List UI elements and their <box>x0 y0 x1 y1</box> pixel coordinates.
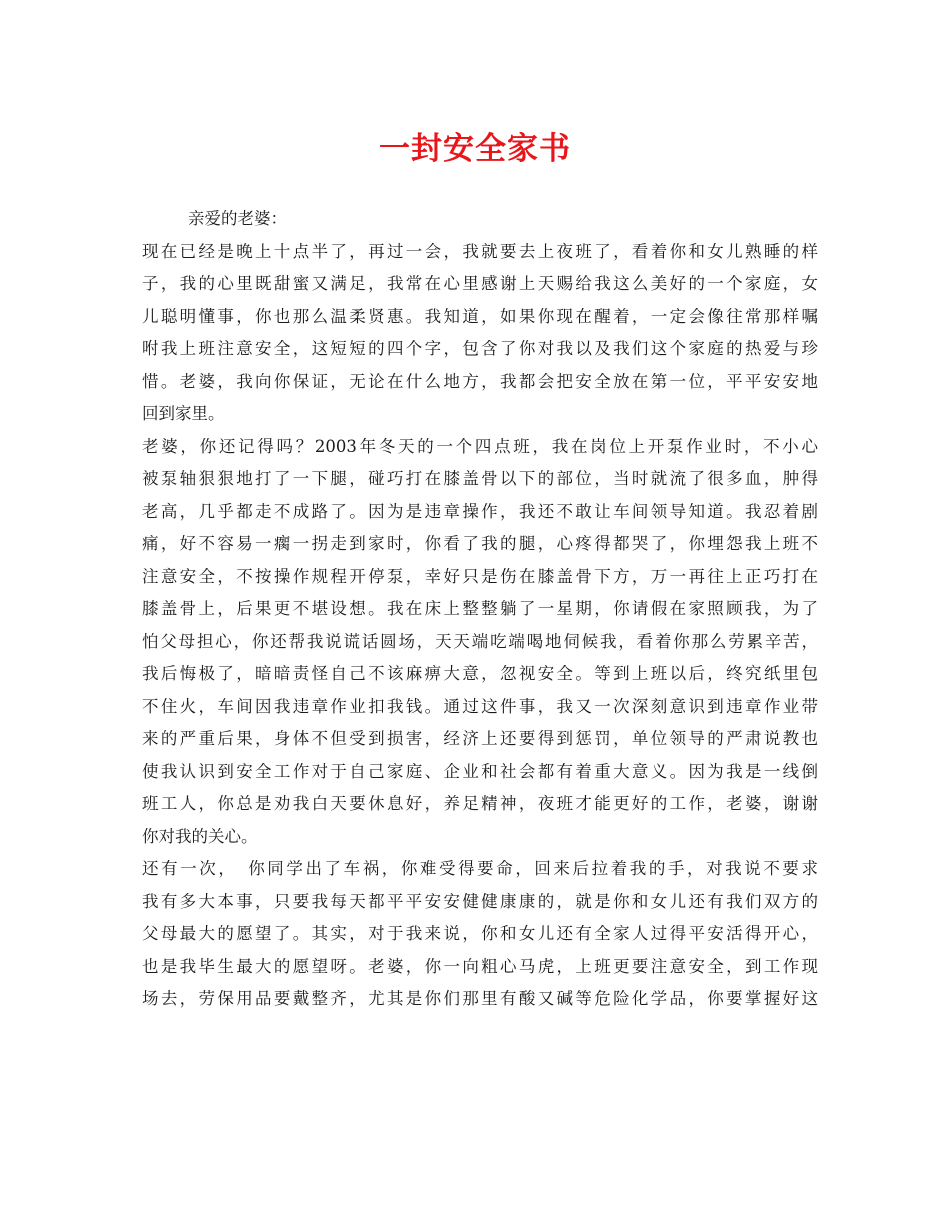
paragraph-2-line: 怕父母担心，你还帮我说谎话圆场，天天端吃端喝地伺候我，看着你那么劳累辛苦， <box>142 631 818 651</box>
paragraph-2-line: 痛，好不容易一瘸一拐走到家时，你看了我的腿，心疼得都哭了，你埋怨我上班不 <box>142 534 818 553</box>
paragraph-2-line: 我后悔极了，暗暗责怪自己不该麻痹大意，忽视安全。等到上班以后，终究纸里包 <box>142 664 818 683</box>
paragraph-1-line: 儿聪明懂事，你也那么温柔贤惠。我知道，如果你现在醒着，一定会像往常那样嘱 <box>142 306 818 326</box>
paragraph-3-line: 我有多大本事，只要我每天都平平安安健健康康的，就是你和女儿还有我们双方的 <box>142 891 818 911</box>
paragraph-2-line: 老高，几乎都走不成路了。因为是违章操作，我还不敢让车间领导知道。我忍着剧 <box>142 501 818 521</box>
paragraph-2-line: 来的严重后果，身体不但受到损害，经济上还要得到惩罚，单位领导的严肃说教也 <box>142 729 818 748</box>
paragraph-1-line: 子，我的心里既甜蜜又满足，我常在心里感谢上天赐给我这么美好的一个家庭，女 <box>142 274 818 293</box>
paragraph-2-line: 老婆，你还记得吗？2003年冬天的一个四点班，我在岗位上开泵作业时，不小心 <box>142 436 818 456</box>
document-title: 一封安全家书 <box>379 131 571 167</box>
paragraph-3-line: 父母最大的愿望了。其实，对于我来说，你和女儿还有全家人过得平安活得开心， <box>142 924 818 943</box>
paragraph-2-line: 不住火，车间因我违章作业扣我钱。通过这件事，我又一次深刻意识到违章作业带 <box>142 696 818 716</box>
paragraph-1-line: 现在已经是晚上十点半了，再过一会，我就要去上夜班了，看着你和女儿熟睡的样 <box>142 241 818 261</box>
paragraph-2-line: 你对我的关心。 <box>142 826 258 846</box>
paragraph-1-line: 回到家里。 <box>142 404 225 423</box>
paragraph-3-line: 也是我毕生最大的愿望呀。老婆，你一向粗心马虎，上班更要注意安全，到工作现 <box>142 956 818 976</box>
paragraph-2-line: 膝盖骨上，后果更不堪设想。我在床上整整躺了一星期，你请假在家照顾我，为了 <box>142 599 818 618</box>
letter-body <box>142 203 818 1016</box>
paragraph-2-line: 使我认识到安全工作对于自己家庭、企业和社会都有着重大意义。因为我是一线倒 <box>142 761 818 781</box>
paragraph-2-line: 班工人，你总是劝我白天要休息好，养足精神，夜班才能更好的工作，老婆，谢谢 <box>142 794 818 813</box>
paragraph-1-line: 咐我上班注意安全，这短短的四个字，包含了你对我以及我们这个家庭的热爱与珍 <box>142 339 818 358</box>
salutation: 亲爱的老婆： <box>188 209 287 228</box>
paragraph-2-line: 注意安全，不按操作规程开停泵，幸好只是伤在膝盖骨下方，万一再往上正巧打在 <box>142 566 818 586</box>
paragraph-2-line: 被泵轴狠狠地打了一下腿，碰巧打在膝盖骨以下的部位，当时就流了很多血，肿得 <box>142 469 818 488</box>
paragraph-3-line: 还有一次， 你同学出了车祸，你难受得要命，回来后拉着我的手，对我说不要求 <box>142 859 818 878</box>
paragraph-3-line: 场去，劳保用品要戴整齐，尤其是你们那里有酸又碱等危险化学品，你要掌握好这 <box>142 989 818 1008</box>
paragraph-1-line: 惜。老婆，我向你保证，无论在什么地方，我都会把安全放在第一位，平平安安地 <box>142 371 818 391</box>
